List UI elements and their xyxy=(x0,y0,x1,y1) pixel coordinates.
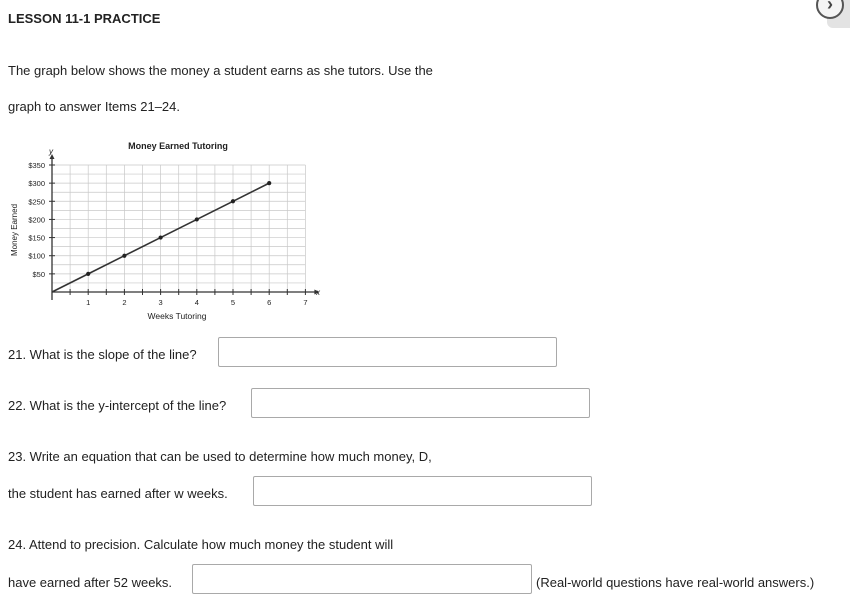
answer-21-input[interactable] xyxy=(218,337,557,367)
x-axis-label: Weeks Tutoring xyxy=(147,311,207,321)
y-tick-label: $300 xyxy=(28,179,45,189)
intro-line-1: The graph below shows the money a student earns as she tutors. Use the xyxy=(8,63,433,78)
y-tick-label: $50 xyxy=(32,269,45,279)
answer-24-input[interactable] xyxy=(192,564,532,594)
lesson-title: LESSON 11-1 PRACTICE xyxy=(8,11,161,26)
y-tick-label: $150 xyxy=(28,233,45,243)
question-22-text: 22. What is the y-intercept of the line? xyxy=(8,398,227,413)
answer-22-input[interactable] xyxy=(251,388,590,418)
chart-title: Money Earned Tutoring xyxy=(128,141,228,151)
question-24-note: (Real-world questions have real-world answers.) xyxy=(536,575,815,590)
data-point xyxy=(122,254,126,258)
y-axis-letter: y xyxy=(49,147,53,156)
data-point xyxy=(267,181,271,185)
money-earned-chart xyxy=(0,136,330,326)
data-point xyxy=(86,272,90,276)
y-tick-label: $250 xyxy=(28,197,45,207)
intro-line-2: graph to answer Items 21–24. xyxy=(8,99,180,114)
y-axis-label: Money Earned xyxy=(10,203,19,257)
question-24-line-1: 24. Attend to precision. Calculate how much money the student will xyxy=(8,537,394,552)
x-tick-label: 5 xyxy=(230,298,236,307)
chevron-right-icon[interactable]: › xyxy=(816,0,844,19)
x-tick-label: 4 xyxy=(194,298,199,307)
x-axis-letter: x xyxy=(316,288,320,297)
x-tick-label: 7 xyxy=(303,298,308,307)
question-23-line-1: 23. Write an equation that can be used to determine how much money, D, xyxy=(8,449,432,464)
question-23-line-2: the student has earned after w weeks. xyxy=(8,486,228,501)
data-point xyxy=(231,199,235,203)
data-point xyxy=(195,217,199,221)
y-tick-label: $100 xyxy=(28,251,45,261)
answer-23-input[interactable] xyxy=(253,476,592,506)
x-tick-label: 2 xyxy=(122,298,127,307)
data-point xyxy=(159,235,163,239)
question-24-line-2: have earned after 52 weeks. xyxy=(8,575,173,590)
question-21-text: 21. What is the slope of the line? xyxy=(8,347,197,362)
x-tick-label: 6 xyxy=(267,298,272,307)
y-tick-label: $350 xyxy=(28,161,45,170)
x-tick-label: 1 xyxy=(86,298,91,307)
x-tick-label: 3 xyxy=(158,298,163,307)
y-tick-label: $200 xyxy=(28,215,45,225)
